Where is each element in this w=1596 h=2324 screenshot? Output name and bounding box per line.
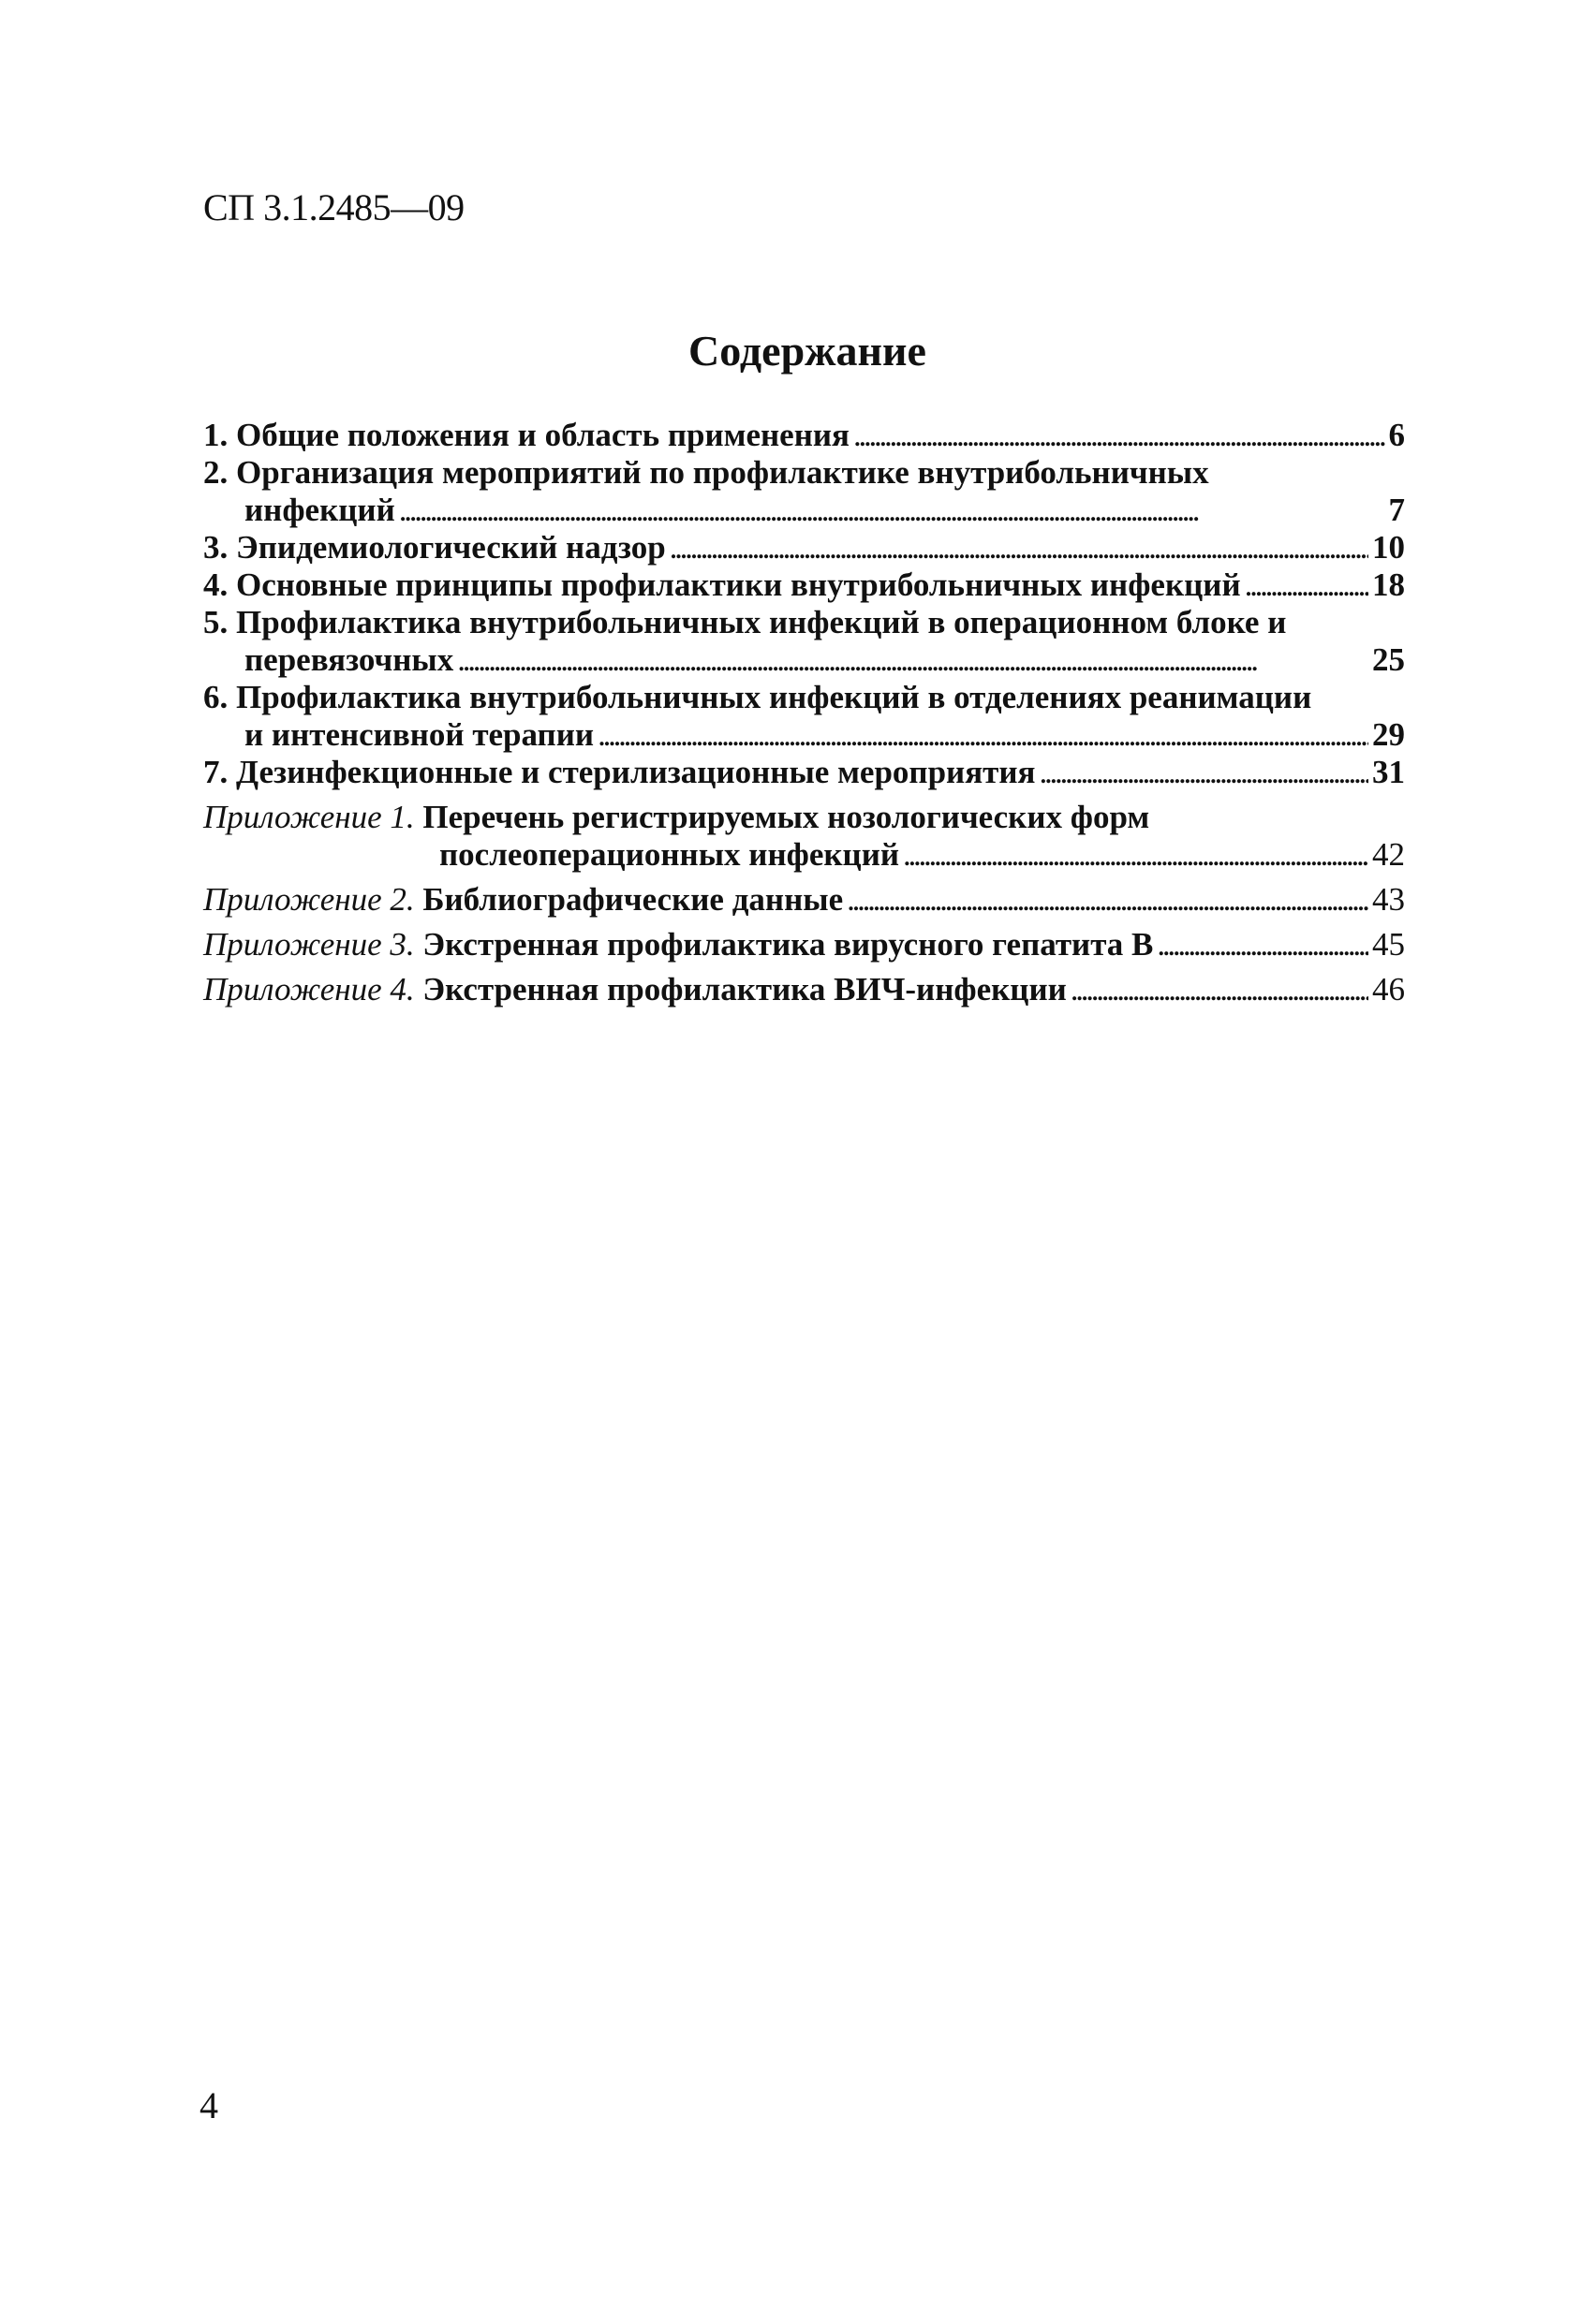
toc-entry-text: 5. Профилактика внутрибольничных инфекций в операционном блоке и xyxy=(203,604,1287,640)
toc-entry-1[interactable] xyxy=(203,417,1405,454)
toc-entry-text-continued: и интенсивной терапии xyxy=(244,716,595,753)
toc-page-number: 31 xyxy=(1372,754,1405,790)
appendix-title: Экстренная профилактика вирусного гепатита В xyxy=(422,926,1154,963)
toc-entry-5[interactable] xyxy=(203,604,1405,679)
toc-entry-text-continued: инфекций xyxy=(244,492,395,528)
leader-dots xyxy=(457,641,1368,679)
toc-title: Содержание xyxy=(688,327,926,375)
toc-page-number: 25 xyxy=(1372,641,1405,678)
toc-page-number: 6 xyxy=(1388,417,1405,453)
toc-entry-7[interactable] xyxy=(203,754,1405,791)
toc-entry-text: 6. Профилактика внутрибольничных инфекций в отделениях реанимации xyxy=(203,679,1312,715)
toc-entry-6[interactable] xyxy=(203,679,1405,754)
leader-dots xyxy=(847,881,1368,919)
toc-page-number: 42 xyxy=(1372,836,1405,873)
toc-appendix-2[interactable] xyxy=(203,881,1405,919)
appendix-title: Библиографические данные xyxy=(422,881,844,918)
toc-page-number: 29 xyxy=(1372,716,1405,753)
appendix-title: Перечень регистрируемых нозологических форм xyxy=(422,799,1150,835)
leader-dots xyxy=(1245,566,1368,604)
toc-page-number: 45 xyxy=(1372,926,1405,963)
toc-entry-text: 2. Организация мероприятий по профилактике внутрибольничных xyxy=(203,454,1209,491)
leader-dots xyxy=(1071,971,1368,1008)
toc-entry-text-continued: перевязочных xyxy=(244,641,454,678)
toc-entry-3[interactable] xyxy=(203,529,1405,566)
appendix-title: Экстренная профилактика ВИЧ-инфекции xyxy=(422,971,1067,1008)
appendix-label: Приложение 3. xyxy=(203,926,415,963)
appendix-title-continued: послеоперационных инфекций xyxy=(439,836,900,873)
table-of-contents xyxy=(203,417,1405,1008)
appendix-label: Приложение 4. xyxy=(203,971,415,1008)
toc-entry-text: 4. Основные принципы профилактики внутрибольничных инфекций xyxy=(203,566,1241,603)
leader-dots xyxy=(1157,926,1368,963)
toc-page-number: 43 xyxy=(1372,881,1405,918)
appendix-label: Приложение 2. xyxy=(203,881,415,918)
appendix-label: Приложение 1. xyxy=(203,799,415,835)
leader-dots xyxy=(1039,754,1368,791)
toc-page-number: 7 xyxy=(1388,492,1405,528)
page-number: 4 xyxy=(200,2084,218,2126)
toc-entry-text: 3. Эпидемиологический надзор xyxy=(203,529,666,566)
toc-entry-text: 7. Дезинфекционные и стерилизационные мероприятия xyxy=(203,754,1036,790)
toc-entry-text: 1. Общие положения и область применения xyxy=(203,417,850,453)
leader-dots xyxy=(903,836,1368,874)
toc-page-number: 46 xyxy=(1372,971,1405,1008)
toc-page-number: 10 xyxy=(1372,529,1405,566)
leader-dots xyxy=(598,716,1368,754)
toc-entry-4[interactable] xyxy=(203,566,1405,604)
leader-dots xyxy=(853,417,1385,454)
toc-appendix-3[interactable] xyxy=(203,926,1405,963)
toc-appendix-4[interactable] xyxy=(203,971,1405,1008)
leader-dots xyxy=(670,529,1368,566)
toc-page-number: 18 xyxy=(1372,566,1405,603)
toc-entry-2[interactable] xyxy=(203,454,1405,529)
leader-dots xyxy=(399,492,1385,529)
toc-appendix-1[interactable] xyxy=(203,799,1405,874)
document-code: СП 3.1.2485—09 xyxy=(203,186,465,228)
